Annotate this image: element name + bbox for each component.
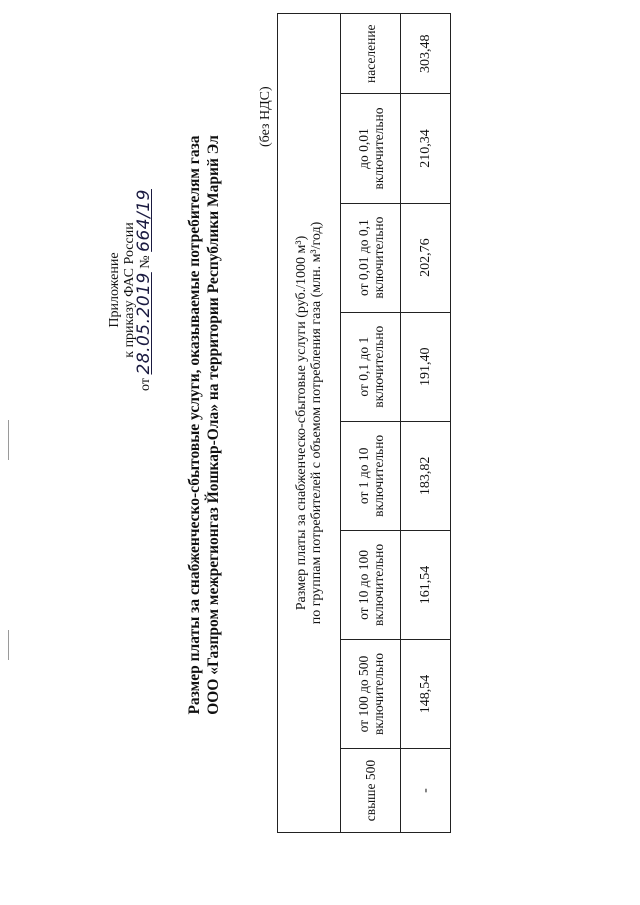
rotated-document — [45, 5, 605, 845]
column-header: свыше 500 — [341, 749, 401, 833]
table-main-header-line-1: Размер платы за снабженческо-сбытовые услуги (руб./1000 м³) — [294, 235, 309, 611]
appendix-block — [107, 160, 153, 420]
order-date: 28.05.2019 — [134, 272, 154, 375]
value-cell: 303,48 — [401, 14, 451, 94]
column-header: от 1 до 10 включительно — [341, 421, 401, 530]
title-line-1: Размер платы за снабженческо-сбытовые услуги, оказываемые потребителям газа — [186, 135, 203, 715]
vat-note: (без НДС) — [258, 86, 273, 147]
value-cell: - — [401, 749, 451, 833]
scan-edge-mark — [8, 630, 9, 660]
value-cell: 202,76 — [401, 203, 451, 312]
scan-edge-mark — [8, 420, 9, 460]
table-row — [401, 14, 451, 833]
appendix-label: Приложение — [107, 252, 122, 328]
value-cell: 161,54 — [401, 530, 451, 639]
column-header: от 0,1 до 1 включительно — [341, 312, 401, 421]
column-header: население — [341, 14, 401, 94]
order-date-number — [134, 160, 154, 420]
from-label: от — [138, 378, 153, 391]
value-cell: 191,40 — [401, 312, 451, 421]
table-main-header-line-2: по группам потребителей с объемом потребления газа (млн. м³/год) — [309, 221, 324, 625]
tariff-table — [277, 13, 451, 833]
order-number: 664/19 — [134, 189, 154, 252]
column-header: до 0,01 включительно — [341, 94, 401, 203]
value-cell: 148,54 — [401, 639, 451, 748]
value-cell: 210,34 — [401, 94, 451, 203]
document-title — [185, 65, 223, 785]
column-header: от 10 до 100 включительно — [341, 530, 401, 639]
column-header: от 0,01 до 0,1 включительно — [341, 203, 401, 312]
order-reference: к приказу ФАС России — [122, 222, 137, 358]
table-header-row — [341, 14, 401, 833]
value-cell: 183,82 — [401, 421, 451, 530]
table-main-header — [278, 14, 341, 833]
column-header: от 100 до 500 включительно — [341, 639, 401, 748]
title-line-2: ООО «Газпром межрегионгаз Йошкар-Ола» на территории Республики Марий Эл — [205, 135, 222, 715]
number-sign: № — [138, 255, 153, 269]
